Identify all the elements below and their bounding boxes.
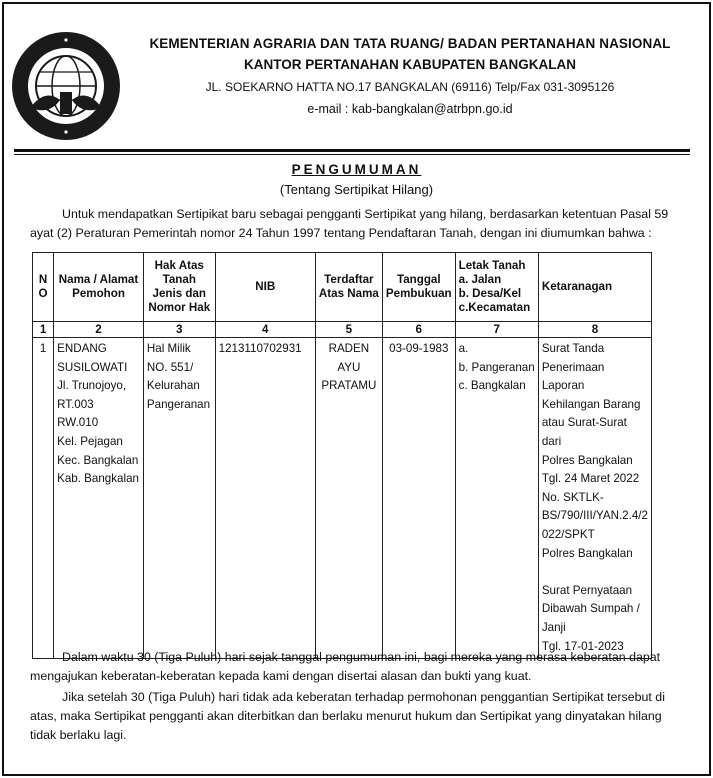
index-cell: 3: [143, 322, 215, 338]
cell-atas-nama: RADEN AYU PRATAMU: [315, 338, 382, 659]
announcement-subtitle: (Tentang Sertipikat Hilang): [279, 182, 434, 197]
office-name: KANTOR PERTANAHAN KABUPATEN BANGKALAN: [244, 57, 576, 72]
letterhead: [130, 36, 690, 116]
index-cell: 8: [538, 322, 651, 338]
office-email: e-mail : kab-bangkalan@atrbpn.go.id: [307, 102, 513, 116]
index-cell: 6: [382, 322, 455, 338]
cell-hak: Hal Milik NO. 551/ Kelurahan Pangeranan: [143, 338, 215, 659]
header-letak: Letak Tanah a. Jalan b. Desa/Kel c.Kecamatan: [455, 253, 538, 322]
cell-letak: a. b. Pangeranan c. Bangkalan: [455, 338, 538, 659]
intro-paragraph: Untuk mendapatkan Sertipikat baru sebagai pengganti Sertipikat yang hilang, berdasarkan ketentuan Pasal 59 ayat (2) Peraturan Pemerintah nomor 24 Tahun 1997 tentang Pendaftaran Tanah, dengan ini diumumkan bahwa :: [30, 207, 669, 240]
index-cell: 7: [455, 322, 538, 338]
closing-paragraph-1: Dalam waktu 30 (Tiga Puluh) hari sejak tanggal pengumuman ini, bagi mereka yang merasa keberatan dapat mengajukan keberatan-keberatan kepada kami dengan disertai alasan dan bukti yang kuat.: [30, 650, 661, 683]
header-keterangan: Ketaranagan: [538, 253, 651, 322]
table-index-row: [33, 322, 652, 338]
index-cell: 5: [315, 322, 382, 338]
header-rule-thick: [14, 149, 690, 152]
table-header-row: [33, 253, 652, 322]
header-rule-thin: [14, 154, 690, 155]
closing-paragraph-2: Jika setelah 30 (Tiga Puluh) hari tidak ada keberatan terhadap permohonan penggantian Sertipikat tersebut di atas, maka Sertipikat pengganti akan diterbitkan dan berlaku menurut hukum dan Sertipikat yang dinyatakan hilang tidak berlaku lagi.: [30, 690, 665, 742]
index-cell: 2: [54, 322, 144, 338]
cell-tanggal: 03-09-1983: [382, 338, 455, 659]
certificate-table: [32, 252, 652, 659]
ministry-name: KEMENTERIAN AGRARIA DAN TATA RUANG/ BADAN PERTANAHAN NASIONAL: [149, 36, 671, 51]
office-address: JL. SOEKARNO HATTA NO.17 BANGKALAN (69116) Telp/Fax 031-3095126: [205, 80, 615, 94]
index-cell: 1: [33, 322, 54, 338]
bpn-logo: [10, 30, 122, 142]
header-nib: NIB: [215, 253, 315, 322]
announcement-title: PENGUMUMAN: [291, 162, 422, 177]
cell-keterangan: Surat Tanda Penerimaan Laporan Kehilangan Barang atau Surat-Surat dari Polres Bangkalan Tgl. 24 Maret 2022 No. SKTLK- BS/790/III/YAN.2.4/2 022/SPKT Polres Bangkalan Surat Pernyataan Dibawah Sumpah / Janji Tgl. 17-01-2023: [538, 338, 651, 659]
cell-nib: 1213110702931: [215, 338, 315, 659]
index-cell: 4: [215, 322, 315, 338]
table-row: [33, 338, 652, 659]
header-hak: Hak Atas Tanah Jenis dan Nomor Hak: [143, 253, 215, 322]
header-nama: Nama / Alamat Pemohon: [54, 253, 144, 322]
header-no: N O: [33, 253, 54, 322]
cell-no: 1: [33, 338, 54, 659]
cell-nama: ENDANG SUSILOWATI Jl. Trunojoyo, RT.003 RW.010 Kel. Pejagan Kec. Bangkalan Kab. Bangkalan: [54, 338, 144, 659]
header-atas-nama: Terdaftar Atas Nama: [315, 253, 382, 322]
header-tanggal: Tanggal Pembukuan: [382, 253, 455, 322]
